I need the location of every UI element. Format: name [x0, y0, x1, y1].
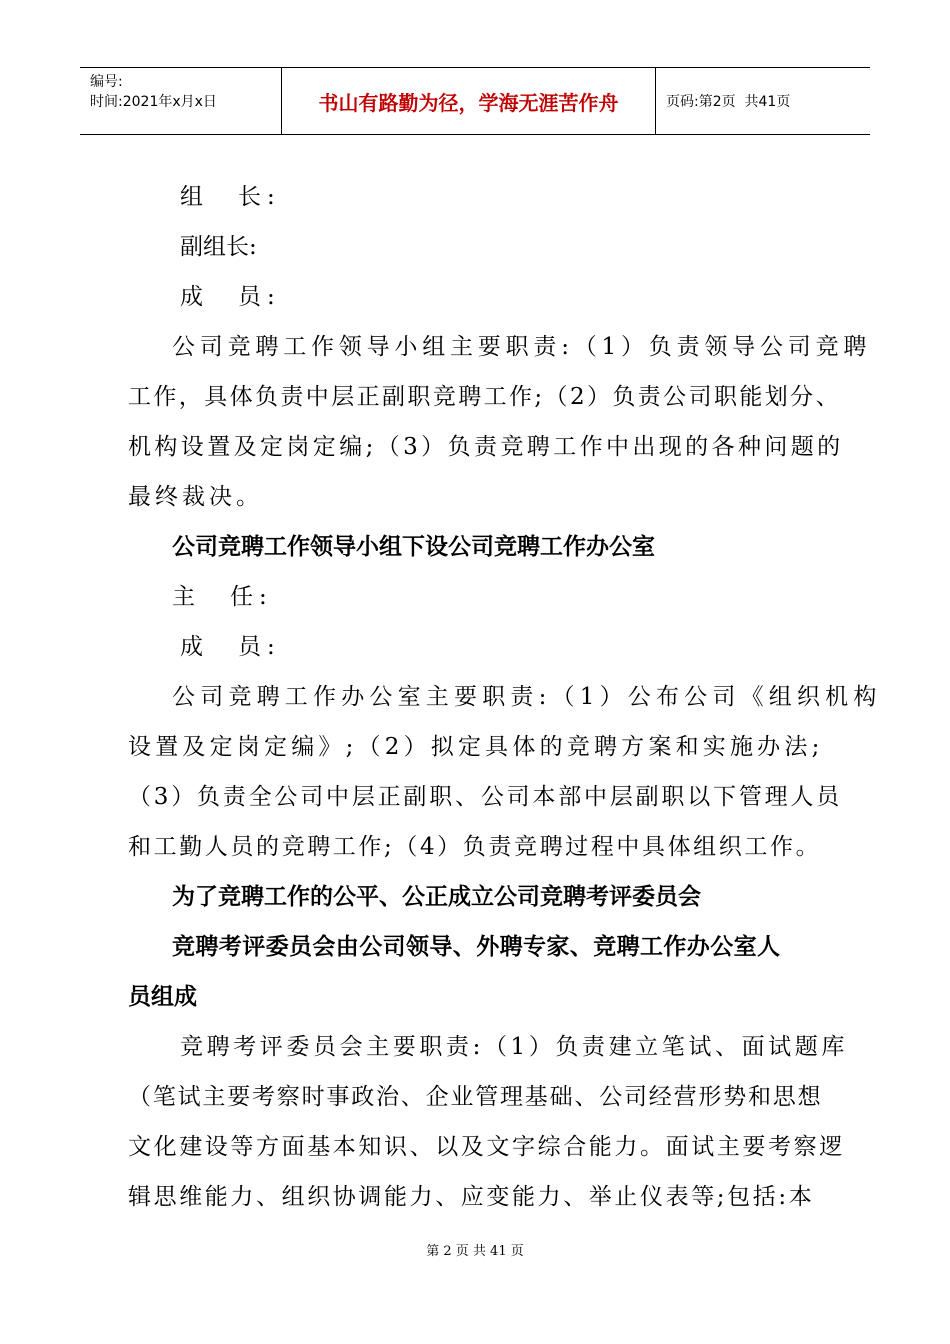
line-deputy-leader: 副组长: [180, 234, 257, 260]
paragraph-line: 辑思维能力、组织协调能力、应变能力、举止仪表等;包括:本 [128, 1184, 815, 1210]
line-members-1: 成 员: [180, 284, 281, 310]
paragraph-line: 工作，具体负责中层正副职竞聘工作;（2）负责公司职能划分、 [128, 384, 841, 410]
section-heading: 公司竞聘工作领导小组下设公司竞聘工作办公室 [172, 534, 655, 560]
line-group-leader: 组 长: [180, 184, 281, 210]
paragraph-line: 和工勤人员的竞聘工作;（4）负责竞聘过程中具体组织工作。 [128, 834, 822, 860]
page-footer: 第 2 页 共 41 页 [426, 1244, 524, 1259]
document-number-label: 编号: [90, 74, 123, 90]
page-number-label: 页码:第2页 共41页 [666, 94, 791, 110]
paragraph-line: （3）负责全公司中层正副职、公司本部中层副职以下管理人员 [128, 784, 843, 810]
paragraph-line: 最终裁决。 [128, 484, 263, 510]
line-director: 主 任: [172, 584, 273, 610]
document-date-label: 时间:2021年x月x日 [90, 94, 217, 110]
paragraph-line: 竞聘考评委员会主要职责:（1）负责建立笔试、面试题库 [180, 1034, 848, 1060]
section-heading-continued: 员组成 [128, 984, 197, 1010]
header-left-cell [80, 68, 282, 134]
paragraph-line: （笔试主要考察时事政治、企业管理基础、公司经营形势和思想 [128, 1084, 823, 1110]
line-members-2: 成 员: [180, 634, 281, 660]
header-motto: 书山有路勤为径，学海无涯苦作舟 [282, 68, 656, 134]
paragraph-line: 机构设置及定岗定编;（3）负责竞聘工作中出现的各种问题的 [128, 434, 844, 460]
section-heading: 为了竞聘工作的公平、公正成立公司竞聘考评委员会 [172, 884, 701, 910]
paragraph-line: 设置及定岗定编》;（2）拟定具体的竞聘方案和实施办法; [128, 734, 824, 760]
paragraph-line: 文化建设等方面基本知识、以及文字综合能力。面试主要考察逻 [128, 1134, 845, 1160]
section-heading: 竞聘考评委员会由公司领导、外聘专家、竞聘工作办公室人 [172, 934, 781, 960]
paragraph-line: 公司竞聘工作领导小组主要职责:（1）负责领导公司竞聘 [172, 334, 872, 360]
header-table [80, 67, 870, 135]
header-right-cell [656, 68, 870, 134]
paragraph-line: 公司竞聘工作办公室主要职责:（1）公布公司《组织机构 [172, 684, 882, 710]
